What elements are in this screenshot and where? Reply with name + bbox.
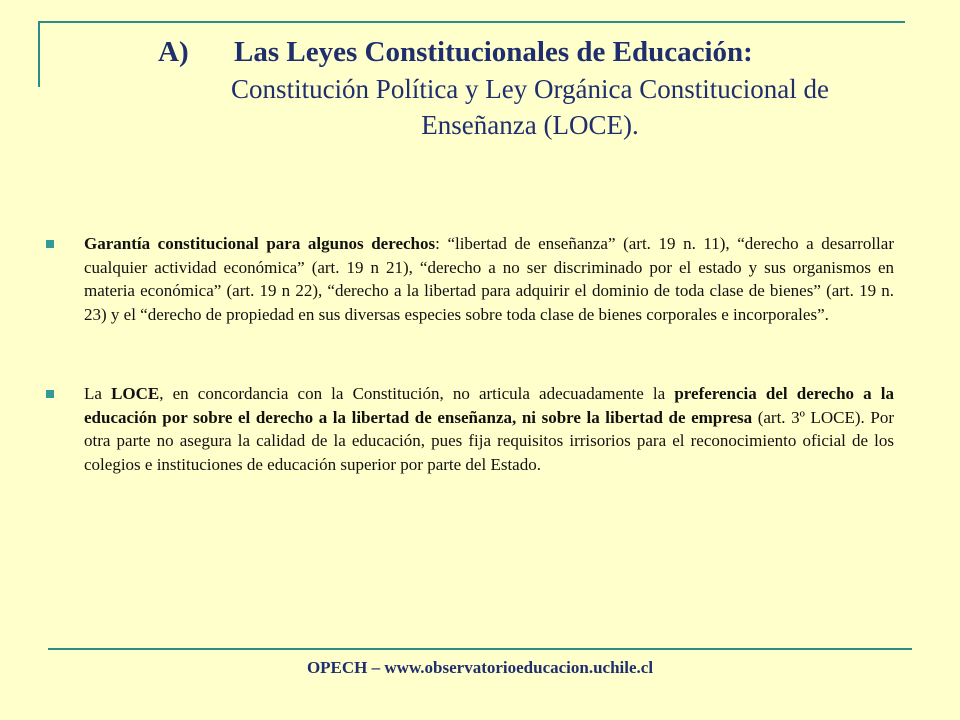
- text-segment: , en concordancia con la Constitución, no articula adecuadamente la: [159, 384, 675, 403]
- title-heading: Las Leyes Constitucionales de Educación:: [234, 36, 753, 68]
- square-bullet-icon: [46, 240, 54, 248]
- text-segment: La: [84, 384, 112, 403]
- bold-segment: LOCE: [111, 384, 160, 403]
- title-heading-line: [140, 36, 920, 69]
- bullet-list: [46, 232, 894, 476]
- bullet-text: [84, 234, 894, 324]
- title-subtitle: Constitución Política y Ley Orgánica Constitucional de Enseñanza (LOCE).: [231, 74, 829, 140]
- title-marker: A): [158, 36, 189, 68]
- frame-top-rule: [40, 21, 905, 23]
- text-segment: : “libertad de enseñanza” (art. 19 n. 11), “derecho a desarrollar cualquier actividad económica” (art. 19 n 21), “derecho a no ser discriminado por el estado y sus organismos en materia económica” (art. 19 n 22), “derecho a la libertad para adquirir el dominio de toda clase de bienes” (art. 19 n. 23) y el “derecho de propiedad en sus diversas especies sobre toda clase de bienes corporales e incorporales”.: [84, 234, 894, 324]
- frame-left-rule: [38, 21, 40, 87]
- bullet-text: [84, 384, 894, 474]
- bullet-item-guarantees: [46, 232, 894, 326]
- square-bullet-icon: [46, 390, 54, 398]
- bullet-item-loce: [46, 382, 894, 476]
- text-segment: (art. 3º LOCE). Por otra parte no asegura la calidad de la educación, pues fija requisitos irrisorios para el reconocimiento oficial de los colegios e instituciones de educación superior por parte del Estado.: [84, 407, 894, 474]
- footer-rule: [48, 648, 912, 650]
- bold-segment: preferencia del derecho a la educación por sobre el derecho a la libertad de enseñanza, ni sobre la libertad de empresa: [84, 384, 894, 427]
- footer-text: OPECH – www.observatorioeducacion.uchile.cl: [306, 658, 654, 677]
- bold-segment: Garantía constitucional para algunos derechos: [84, 234, 436, 253]
- slide-title: [140, 36, 920, 143]
